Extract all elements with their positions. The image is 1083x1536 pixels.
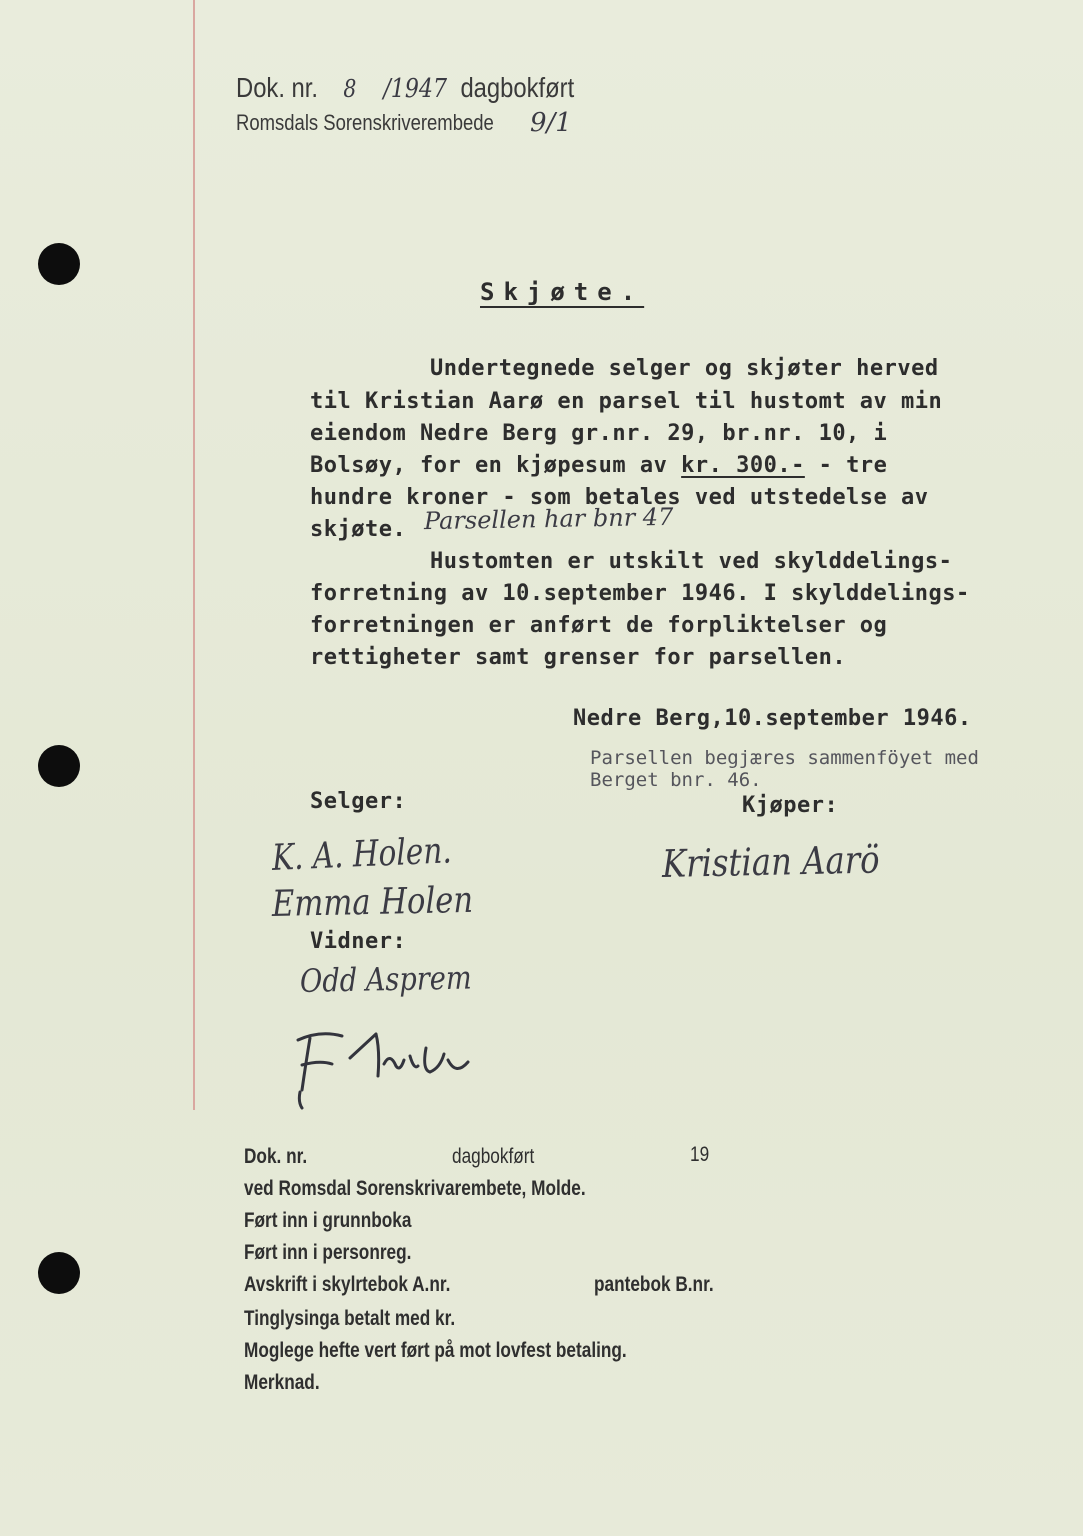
witness-signature-2: [280, 1010, 500, 1110]
header-stamp-line1: [236, 72, 574, 104]
stamp-year: /1947: [383, 74, 448, 104]
annotation-line-2: Berget bnr. 46.: [590, 769, 762, 791]
witness-signature-1: Odd Asprem: [299, 958, 472, 1000]
body-line-5: hundre kroner - som betales ved utstedelse av: [310, 485, 929, 510]
body-line-4-start: Bolsøy, for en kjøpesum av: [310, 453, 682, 478]
para2-line-3: forretningen er anført de forpliktelser og: [310, 613, 888, 638]
footer-dagbok-label: dagbokført: [452, 1145, 535, 1168]
para2-line-1: Hustomten er utskilt ved skylddelings-: [430, 549, 953, 574]
body-line-4: [310, 453, 887, 478]
footer-line-4: Ført inn i personreg.: [244, 1241, 412, 1264]
footer-line-5b: pantebok B.nr.: [594, 1273, 714, 1296]
place-date: Nedre Berg,10.september 1946.: [573, 706, 972, 731]
footer-line-8: Merknad.: [244, 1371, 320, 1394]
header-stamp-line2: Romsdals Sorenskriverembede: [236, 110, 494, 135]
footer-line-5a: Avskrift i skylrtebok A.nr.: [244, 1273, 451, 1296]
stamp-doc-number: 8: [343, 75, 357, 103]
buyer-label: Kjøper:: [742, 793, 839, 818]
seller-signature-1: K. A. Holen.: [271, 830, 453, 879]
body-line-2: til Kristian Aarø en parsel til hustomt av min: [310, 389, 943, 414]
punch-hole-bottom: [38, 1252, 80, 1294]
handwritten-bnr-note: Parsellen har bnr 47: [423, 502, 674, 536]
annotation-line-1: Parsellen begjæres sammenföyet med: [590, 747, 979, 769]
body-line-1: Undertegnede selger og skjøter herved: [430, 356, 939, 381]
stamp-date-note: 9/1: [530, 108, 572, 138]
witness-label: Vidner:: [310, 929, 407, 954]
footer-line-2: ved Romsdal Sorenskrivarembete, Molde.: [244, 1177, 586, 1200]
body-line-3: eiendom Nedre Berg gr.nr. 29, br.nr. 10, i: [310, 421, 888, 446]
footer-year-label: 19: [690, 1143, 710, 1166]
seller-signature-2: Emma Holen: [271, 879, 474, 925]
footer-line-6: Tinglysinga betalt med kr.: [244, 1307, 456, 1330]
body-line-4-end: - tre: [804, 453, 888, 478]
stamp-dagbok-label: dagbokført: [460, 72, 575, 103]
seller-label: Selger:: [310, 789, 407, 814]
footer-doc-label: Dok. nr.: [244, 1145, 308, 1168]
document-title: Skjøte.: [480, 278, 645, 306]
footer-line-7: Moglege hefte vert ført på mot lovfest betaling.: [244, 1339, 627, 1362]
punch-hole-middle: [38, 745, 80, 787]
buyer-signature: Kristian Aarö: [661, 837, 880, 886]
margin-line: [193, 0, 195, 1110]
para2-line-2: forretning av 10.september 1946. I skylddelings-: [310, 581, 970, 606]
stamp-dok-label: Dok. nr.: [236, 72, 319, 103]
purchase-amount: kr. 300.-: [681, 453, 805, 478]
body-line-6: skjøte.: [310, 517, 407, 542]
punch-hole-top: [38, 243, 80, 285]
footer-line-3: Ført inn i grunnboka: [244, 1209, 412, 1232]
para2-line-4: rettigheter samt grenser for parsellen.: [310, 645, 847, 670]
